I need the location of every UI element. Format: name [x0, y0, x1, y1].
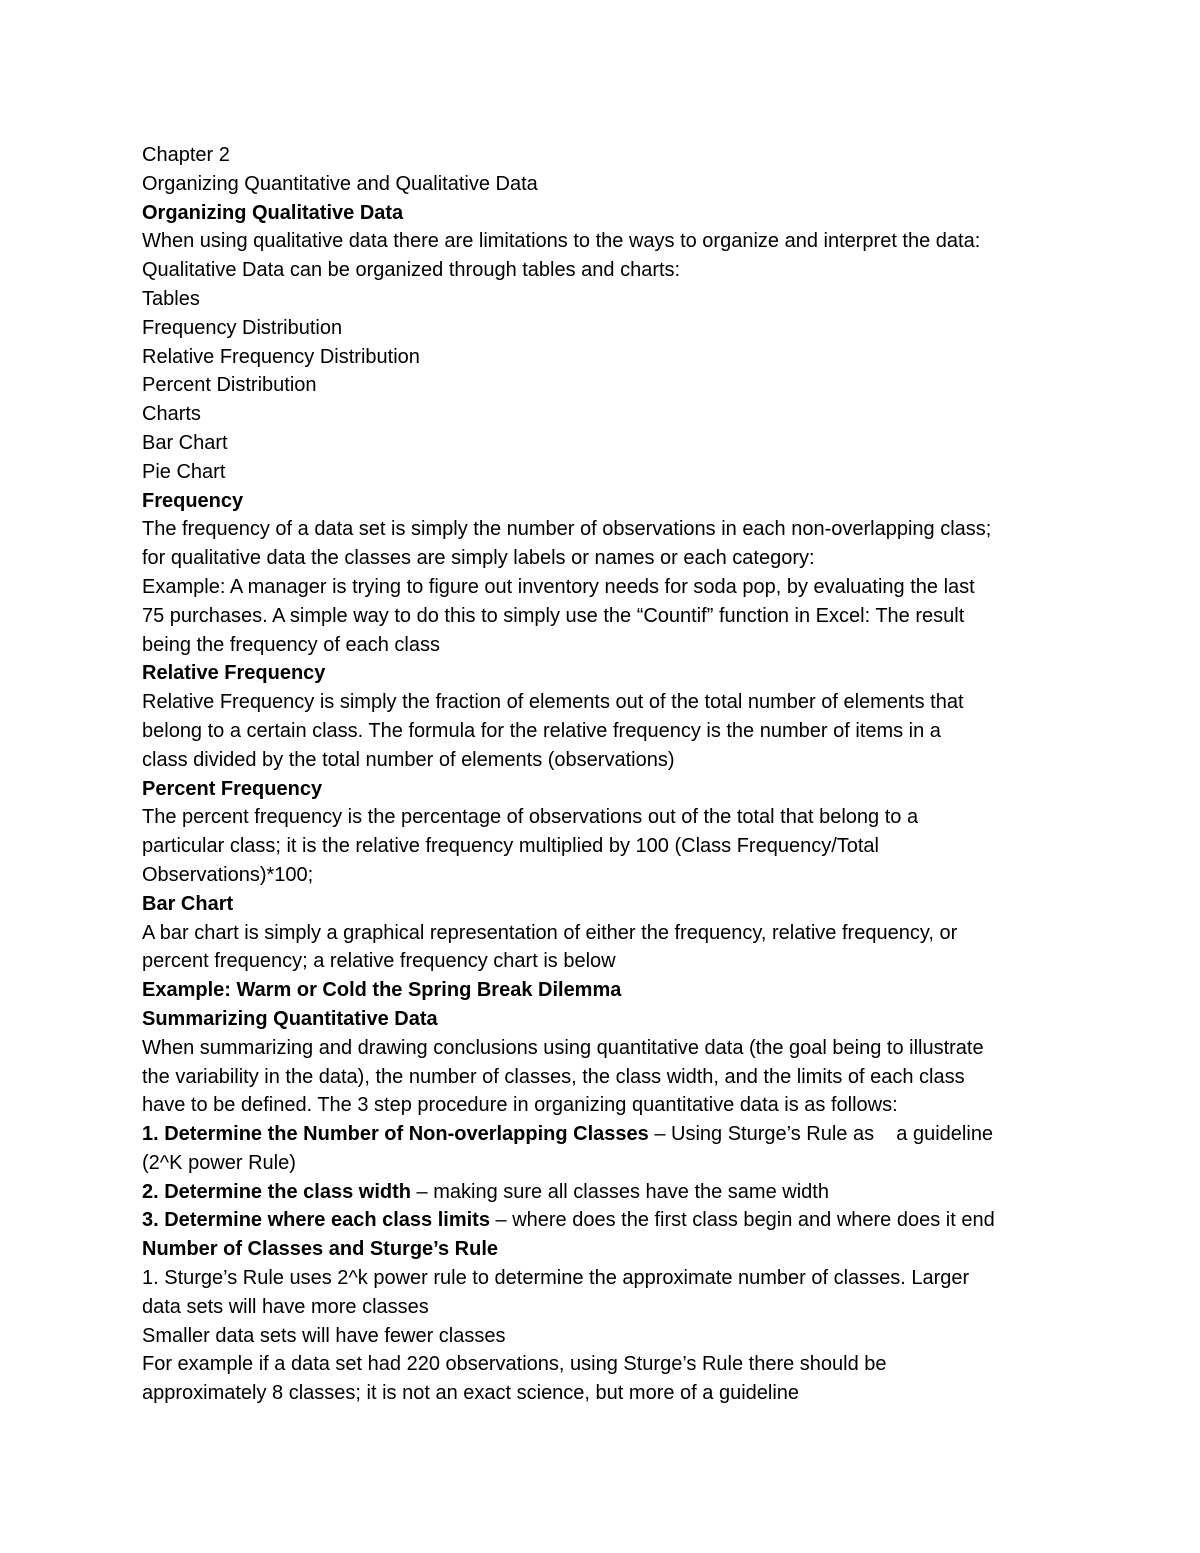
list-item: Relative Frequency Distribution — [142, 345, 420, 368]
section-heading-bar-chart: Bar Chart — [142, 892, 234, 915]
paragraph-line: approximately 8 classes; it is not an exact science, but more of a guideline — [142, 1382, 800, 1405]
paragraph-line: Observations)*100; — [142, 863, 314, 886]
paragraph-line: percent frequency; a relative frequency chart is below — [142, 950, 616, 973]
section-heading-frequency: Frequency — [142, 489, 244, 512]
paragraph-line: data sets will have more classes — [142, 1295, 429, 1318]
step-2 — [142, 1178, 1072, 1207]
section-heading-quantitative: Summarizing Quantitative Data — [142, 1007, 438, 1030]
section-heading-qualitative: Organizing Qualitative Data — [142, 201, 404, 224]
paragraph-line: For example if a data set had 220 observations, using Sturge’s Rule there should be — [142, 1353, 887, 1376]
paragraph-line: When using qualitative data there are limitations to the ways to organize and interpret the data: — [142, 230, 981, 253]
paragraph-line: have to be defined. The 3 step procedure in organizing quantitative data is as follows: — [142, 1094, 898, 1117]
document-body — [142, 141, 1072, 1408]
section-heading-sturges-rule: Number of Classes and Sturge’s Rule — [142, 1238, 499, 1261]
example-heading: Example: Warm or Cold the Spring Break Dilemma — [142, 979, 622, 1002]
paragraph-line: 1. Sturge’s Rule uses 2^k power rule to determine the approximate number of classes. Larger — [142, 1267, 970, 1290]
step-3-description: – where does the first class begin and where does it end — [489, 1209, 995, 1232]
paragraph-line: for qualitative data the classes are simply labels or names or each category: — [142, 547, 815, 570]
step-2-description: – making sure all classes have the same width — [410, 1180, 829, 1203]
paragraph-line: The percent frequency is the percentage of observations out of the total that belong to a — [142, 806, 919, 829]
list-item: Percent Distribution — [142, 374, 317, 397]
section-heading-percent-frequency: Percent Frequency — [142, 777, 323, 800]
paragraph-line: When summarizing and drawing conclusions using quantitative data (the goal being to illustrate — [142, 1036, 984, 1059]
paragraph-line: class divided by the total number of elements (observations) — [142, 748, 675, 771]
step-1-title: 1. Determine the Number of Non-overlapping Classes — [142, 1123, 649, 1146]
paragraph-line: Qualitative Data can be organized through tables and charts: — [142, 259, 681, 282]
paragraph-line: Relative Frequency is simply the fraction of elements out of the total number of elements that — [142, 691, 964, 714]
paragraph-line: the variability in the data), the number of classes, the class width, and the limits of each class — [142, 1065, 965, 1088]
paragraph-line: The frequency of a data set is simply the number of observations in each non-overlapping class; — [142, 518, 992, 541]
step-3 — [142, 1206, 1072, 1235]
step-2-title: 2. Determine the class width — [142, 1180, 411, 1203]
paragraph-line: being the frequency of each class — [142, 633, 440, 656]
chapter-title: Chapter 2 — [142, 144, 230, 166]
list-item: Frequency Distribution — [142, 316, 343, 339]
section-heading-relative-frequency: Relative Frequency — [142, 662, 326, 685]
paragraph-line: 75 purchases. A simple way to do this to simply use the “Countif” function in Excel: The result — [142, 604, 965, 627]
step-3-title: 3. Determine where each class limits — [142, 1209, 490, 1232]
paragraph-line: belong to a certain class. The formula for the relative frequency is the number of items in a — [142, 719, 941, 742]
list-label-charts: Charts — [142, 403, 201, 426]
list-label-tables: Tables — [142, 287, 200, 310]
paragraph-line: particular class; it is the relative frequency multiplied by 100 (Class Frequency/Total — [142, 835, 879, 858]
paragraph-line: A bar chart is simply a graphical representation of either the frequency, relative frequency, or — [142, 921, 958, 944]
step-1 — [142, 1120, 1072, 1149]
step-1-description: – Using Sturge’s Rule as a guideline — [648, 1123, 994, 1146]
paragraph-line: Smaller data sets will have fewer classes — [142, 1324, 506, 1347]
step-1-continuation: (2^K power Rule) — [142, 1151, 296, 1174]
paragraph-line: Example: A manager is trying to figure out inventory needs for soda pop, by evaluating the last — [142, 575, 975, 598]
list-item: Pie Chart — [142, 460, 226, 483]
list-item: Bar Chart — [142, 431, 228, 454]
document-subtitle: Organizing Quantitative and Qualitative Data — [142, 172, 538, 195]
